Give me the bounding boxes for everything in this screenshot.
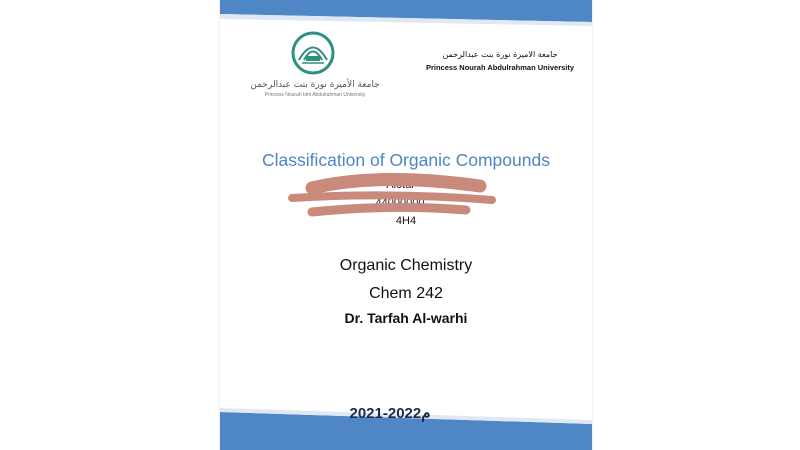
university-arabic-name: جامعة الاميرة نورة بنت عبدالرحمن	[442, 50, 558, 59]
logo-english-name: Princess Nourah bint Abdulrahman University	[264, 92, 366, 98]
student-id-obscured: 44000000	[375, 197, 425, 209]
student-name-obscured: Alotai	[386, 179, 414, 191]
logo-arabic-name: جامعة الأميرة نورة بنت عبدالرحمن	[250, 80, 380, 90]
university-english-name: Princess Nourah Abdulrahman University	[425, 63, 575, 72]
document-page	[220, 0, 592, 450]
academic-year: 2021-2022م	[349, 405, 431, 422]
instructor-name: Dr. Tarfah Al-warhi	[344, 310, 468, 326]
section-code: 4H4	[395, 215, 417, 227]
course-name: Organic Chemistry	[339, 257, 473, 274]
report-title: Classification of Organic Compounds	[262, 150, 550, 170]
course-code: Chem 242	[369, 285, 443, 302]
